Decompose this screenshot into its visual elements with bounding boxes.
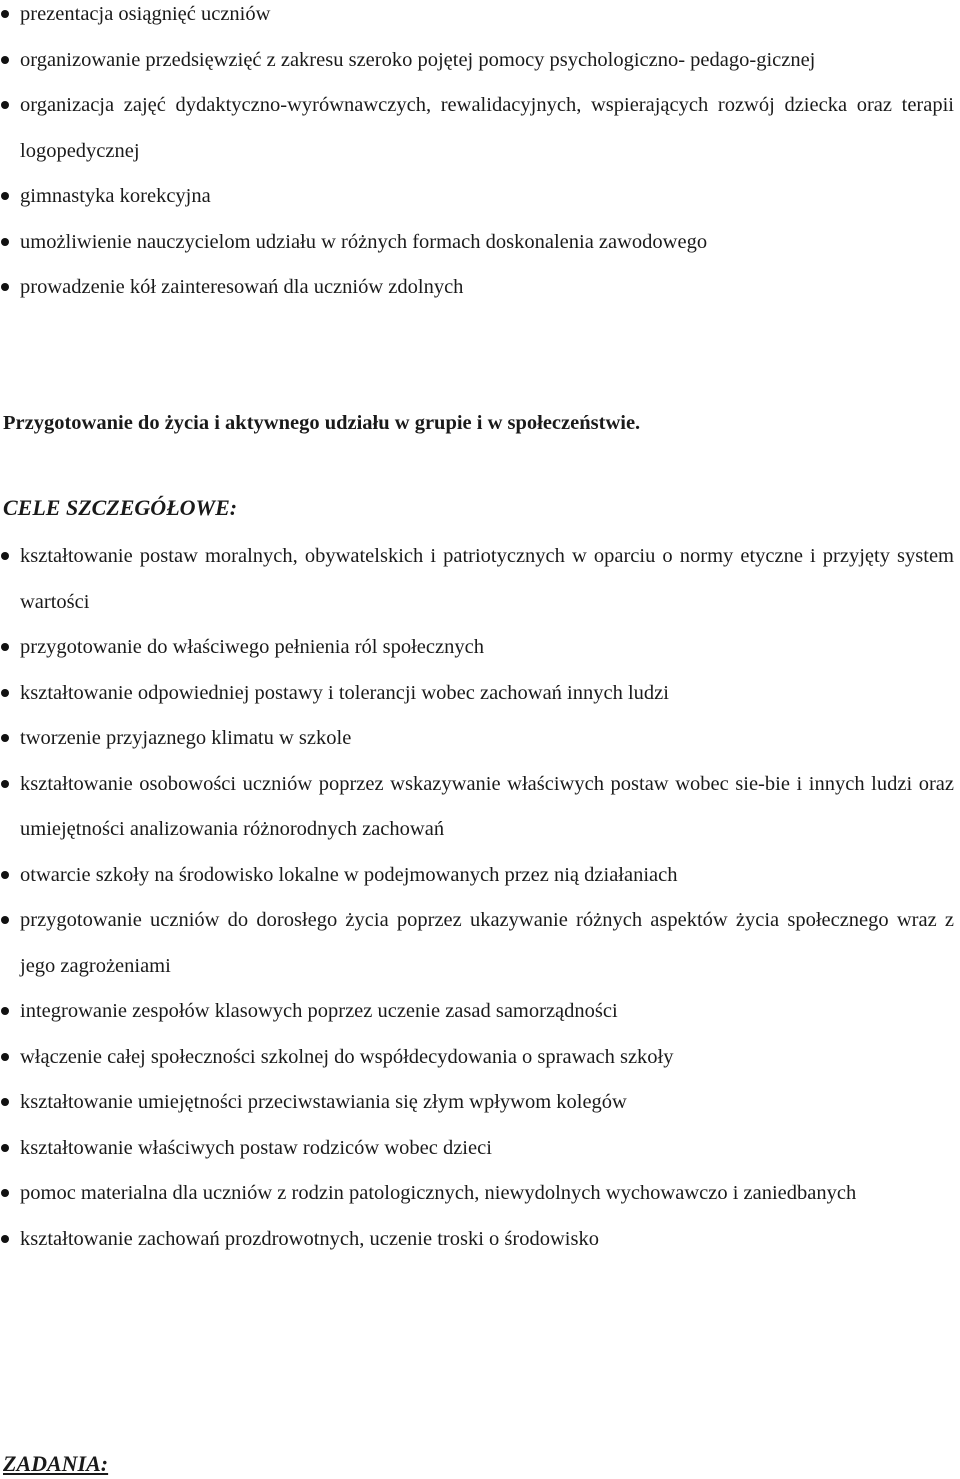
bullet-icon <box>1 101 9 109</box>
list-item-text: kształtowanie postaw moralnych, obywatelskich i patriotycznych w oparciu o normy etyczne i przyjęty system wartości <box>20 545 954 613</box>
bullet-icon <box>1 1098 9 1106</box>
bullet-icon <box>1 1189 9 1197</box>
list-item <box>0 220 958 266</box>
list-item-text: gimnastyka korekcyjna <box>20 185 211 207</box>
list-item <box>0 38 958 84</box>
bullet-icon <box>1 689 9 697</box>
list-item <box>0 1171 958 1217</box>
bullet-icon <box>1 56 9 64</box>
list-item <box>0 174 958 220</box>
support-activities-list <box>0 0 958 311</box>
bullet-icon <box>1 10 9 18</box>
list-item-text: przygotowanie uczniów do dorosłego życia poprzez ukazywanie różnych aspektów życia społecznego wraz z jego zagrożeniami <box>20 909 954 977</box>
list-item <box>0 1217 958 1263</box>
list-item-text: umożliwienie nauczycielom udziału w różnych formach doskonalenia zawodowego <box>20 230 708 253</box>
list-item <box>0 0 958 38</box>
bullet-icon <box>1 1007 9 1015</box>
list-item-text: pomoc materialna dla uczniów z rodzin patologicznych, niewydolnych wychowawczo i zaniedbanych <box>20 1182 857 1204</box>
list-item <box>0 853 958 899</box>
tasks-heading: ZADANIA: <box>3 1451 109 1476</box>
list-item-text: organizacja zajęć dydaktyczno-wyrównawczych, rewalidacyjnych, wspierających rozwój dziecka oraz terapii logopedycznej <box>20 94 954 162</box>
bullet-icon <box>1 643 9 651</box>
list-item <box>0 1035 958 1081</box>
list-item-text: integrowanie zespołów klasowych poprzez uczenie zasad samorządności <box>20 1000 618 1022</box>
list-item <box>0 1080 958 1126</box>
list-item <box>0 83 958 174</box>
list-item-text: prezentacja osiągnięć uczniów <box>20 3 271 25</box>
list-item-text: prowadzenie kół zainteresowań dla uczniów zdolnych <box>20 276 464 298</box>
list-item-text: kształtowanie odpowiedniej postawy i tolerancji wobec zachowań innych ludzi <box>20 681 669 704</box>
detailed-goals-list <box>0 534 958 1262</box>
goals-heading: CELE SZCZEGÓŁOWE: <box>3 495 238 520</box>
list-item <box>0 671 958 717</box>
list-item-text: kształtowanie zachowań prozdrowotnych, uczenie troski o środowisko <box>20 1227 599 1250</box>
bullet-icon <box>1 552 9 560</box>
bullet-icon <box>1 916 9 924</box>
list-item <box>0 762 958 853</box>
list-item <box>0 625 958 671</box>
list-item <box>0 716 958 762</box>
bullet-icon <box>1 238 9 246</box>
bullet-icon <box>1 1053 9 1061</box>
list-item <box>0 898 958 989</box>
bullet-icon <box>1 780 9 788</box>
list-item-text: przygotowanie do właściwego pełnienia ról społecznych <box>20 636 484 658</box>
list-item-text: kształtowanie umiejętności przeciwstawiania się złym wpływom kolegów <box>20 1091 627 1113</box>
list-item-text: organizowanie przedsięwzięć z zakresu szeroko pojętej pomocy psychologiczno- pedago-gicznej <box>20 48 816 71</box>
bullet-icon <box>1 734 9 742</box>
section-heading: Przygotowanie do życia i aktywnego udziału w grupie i w społeczeństwie. <box>3 412 641 434</box>
bullet-icon <box>1 871 9 879</box>
list-item <box>0 989 958 1035</box>
list-item <box>0 1126 958 1172</box>
bullet-icon <box>1 1235 9 1243</box>
bullet-icon <box>1 283 9 291</box>
bullet-icon <box>1 192 9 200</box>
list-item-text: tworzenie przyjaznego klimatu w szkole <box>20 727 352 749</box>
list-item <box>0 534 958 625</box>
list-item-text: włączenie całej społeczności szkolnej do współdecydowania o sprawach szkoły <box>20 1045 674 1068</box>
bullet-icon <box>1 1144 9 1152</box>
list-item-text: kształtowanie osobowości uczniów poprzez wskazywanie właściwych postaw wobec sie-bie i innych ludzi oraz umiejętności analizowania różnorodnych zachowań <box>20 772 954 840</box>
list-item <box>0 265 958 311</box>
list-item-text: kształtowanie właściwych postaw rodziców wobec dzieci <box>20 1136 492 1159</box>
list-item-text: otwarcie szkoły na środowisko lokalne w podejmowanych przez nią działaniach <box>20 863 678 886</box>
